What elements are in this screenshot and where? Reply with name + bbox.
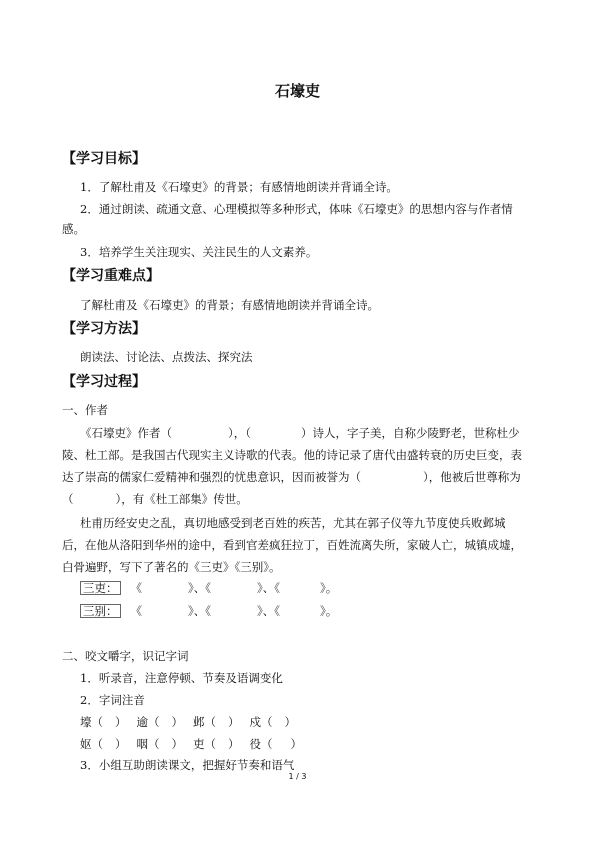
keypoints-text: 了解杜甫及《石壕吏》的背景；有感情地朗读并背诵全诗。 (80, 298, 379, 312)
author-line-4 (62, 491, 248, 507)
sanli-sep-2: 》、《 (257, 581, 280, 595)
sanbie-sep-1: 》、《 (188, 604, 211, 618)
page-title: 石壕吏 (274, 82, 320, 100)
sanbie-label: 三别： (80, 604, 121, 618)
background-line-2: 后，在他从洛阳到华州的途中，看到官差疯狂拉丁，百姓流离失所，家破人亡，城镇成墟， (62, 538, 522, 552)
goal-item-1: 1．了解杜甫及《石壕吏》的背景；有感情地朗读并背诵全诗。 (80, 180, 398, 194)
section-heading-keypoints: 【学习重难点】 (62, 268, 160, 284)
sanli-sep-1: 》、《 (188, 581, 211, 595)
author-line-2: 陵、杜工部。是我国古代现实主义诗歌的代表。他的诗记录了唐代由盛转衰的历史巨变，表 (62, 448, 522, 462)
pinyin-close: ） (228, 737, 240, 751)
section-heading-process: 【学习过程】 (62, 374, 146, 390)
pinyin-close: ） (171, 715, 183, 729)
author-line-3a: 达了崇高的儒家仁爱精神和强烈的忧患意识，因而被誉为（ (62, 470, 361, 484)
pinyin-close: ） (115, 737, 127, 751)
pinyin-close: ） (228, 715, 240, 729)
background-line-3: 白骨遍野，写下了著名的《三吏》《三别》。 (62, 560, 281, 574)
pinyin-word: 邺（ (193, 715, 216, 729)
sanli-open: 《 (130, 581, 142, 595)
pinyin-word: 戍（ (249, 715, 273, 729)
pinyin-close: ） (290, 737, 302, 751)
part2-item-3: 3．小组互助朗读课文，把握好节奏和语气 (80, 758, 295, 772)
author-line-4a: （ (62, 492, 74, 506)
page-number: 1 / 3 (288, 772, 307, 781)
author-line-4b: ），有《杜工部集》传世。 (115, 492, 248, 506)
author-line-3b: ），他被后世尊称为 (423, 470, 521, 484)
sanbie-close: 》。 (320, 604, 338, 618)
part2-item-2: 2．字词注音 (80, 693, 145, 707)
author-line-1c: ）诗人，字子美，自称少陵野老，世称杜少 (301, 426, 520, 440)
goal-item-2-cont: 感。 (62, 222, 85, 236)
section-heading-methods: 【学习方法】 (62, 321, 146, 337)
sanbie-open: 《 (130, 604, 142, 618)
methods-text: 朗读法、讨论法、点拨法、探究法 (80, 350, 253, 364)
goal-item-2: 2．通过朗读、疏通文意、心理模拟等多种形式，体味《石壕吏》的思想内容与作者情 (80, 202, 513, 216)
background-line-1: 杜甫历经安史之乱，真切地感受到老百姓的疾苦，尤其在郭子仪等九节度使兵败邺城 (80, 516, 506, 530)
sanli-row (80, 580, 337, 596)
part2-item-1: 1．听录音，注意停顿、节奏及语调变化 (80, 671, 283, 685)
author-line-1b: ），（ (228, 426, 251, 440)
author-line-3 (62, 469, 521, 485)
pinyin-word: 役（ (249, 737, 273, 751)
part2-label: 二、咬文嚼字，识记字词 (62, 649, 189, 663)
pinyin-close: ） (115, 715, 127, 729)
sanbie-row (80, 603, 337, 619)
pinyin-row-1 (80, 714, 296, 730)
part1-label: 一、作者 (62, 403, 108, 417)
author-line-1 (80, 425, 520, 441)
pinyin-close: ） (284, 715, 296, 729)
sanli-label: 三吏： (80, 581, 121, 595)
author-line-1a: 《石壕吏》作者（ (80, 426, 172, 440)
pinyin-word: 逾（ (136, 715, 160, 729)
sanli-close: 》。 (320, 581, 338, 595)
goal-item-3: 3．培养学生关注现实、关注民生的人文素养。 (80, 245, 318, 259)
pinyin-row-2 (80, 736, 302, 752)
section-heading-goals: 【学习目标】 (62, 151, 146, 167)
pinyin-word: 妪（ (80, 737, 103, 751)
pinyin-word: 吏（ (193, 737, 216, 751)
pinyin-close: ） (171, 737, 183, 751)
sanbie-sep-2: 》、《 (257, 604, 280, 618)
pinyin-word: 壕（ (80, 715, 103, 729)
pinyin-word: 咽（ (136, 737, 160, 751)
